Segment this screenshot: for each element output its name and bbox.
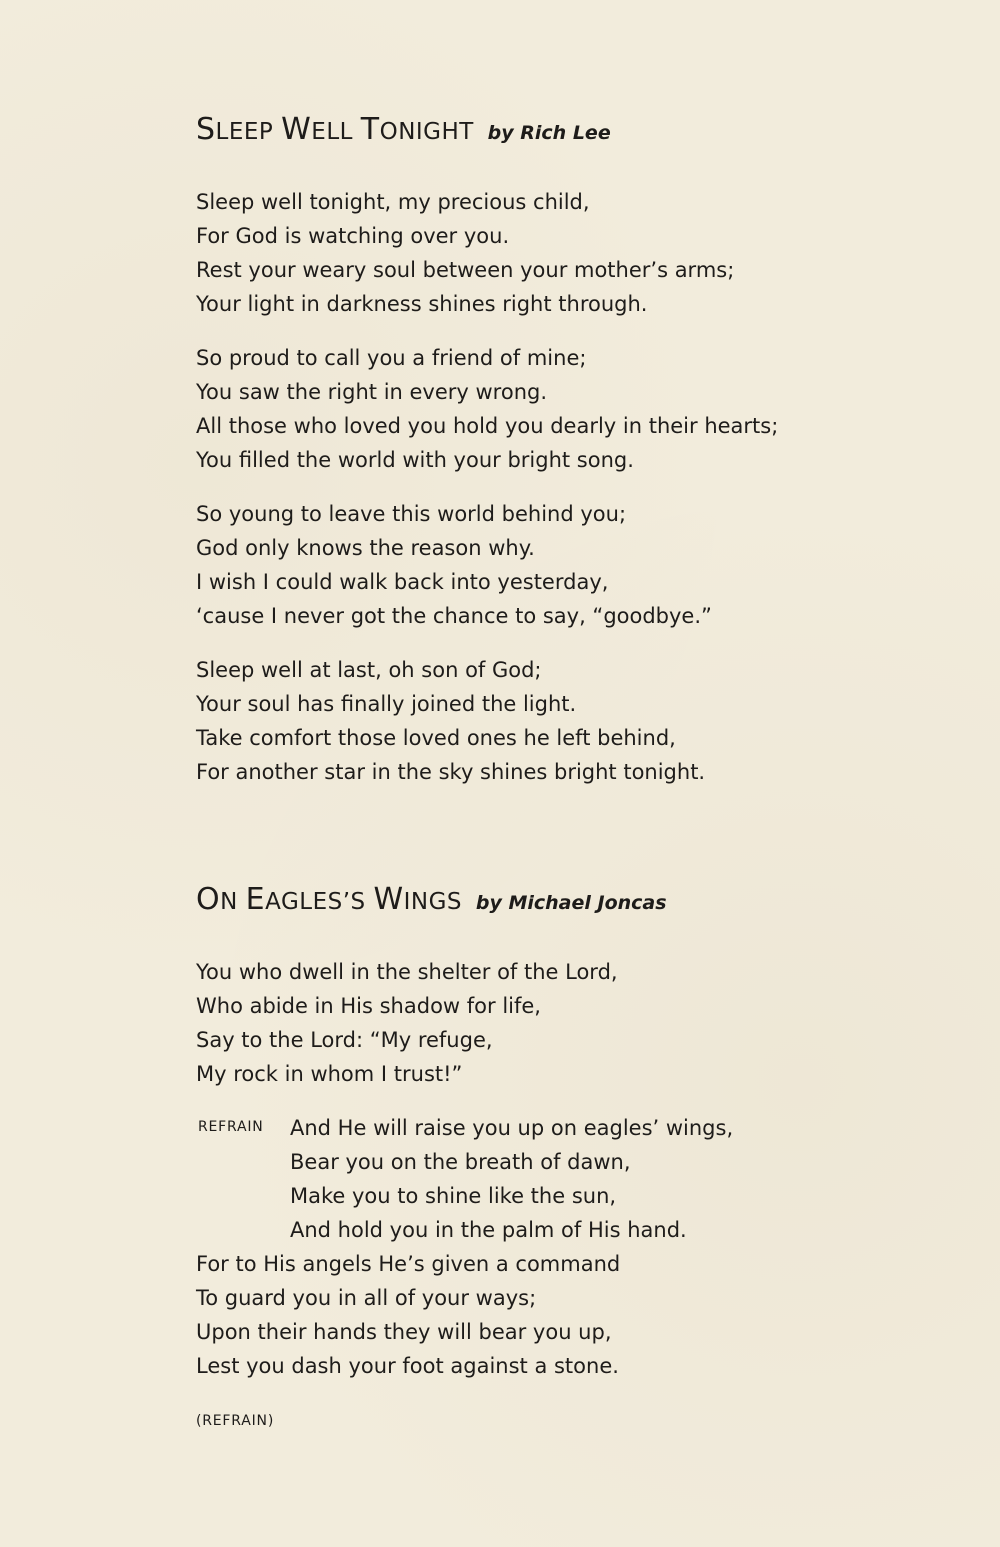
refrain-repeat-note: (REFRAIN) — [196, 1413, 275, 1429]
verse-line: Sleep well tonight, my precious child, — [196, 190, 590, 214]
poem-byline: by Michael Joncas — [475, 892, 667, 914]
title-word-rest: N — [220, 889, 238, 915]
refrain — [290, 1111, 956, 1247]
poem-on-eagles-wings — [196, 878, 956, 1431]
stanza — [196, 1247, 956, 1383]
poem-title-line — [196, 878, 956, 923]
verse-line: Who abide in His shadow for life, — [196, 994, 541, 1018]
stanzas — [196, 955, 956, 1431]
verse-line: Sleep well at last, oh son of God; — [196, 658, 542, 682]
stanza — [196, 955, 956, 1091]
verse-line: Take comfort those loved ones he left behind, — [196, 726, 676, 750]
verse-line: God only knows the reason why. — [196, 536, 535, 560]
poem-title-line — [196, 108, 956, 153]
stanza — [196, 185, 956, 321]
title-word-rest: INGS — [403, 889, 463, 915]
verse-line: ‘cause I never got the chance to say, “goodbye.” — [196, 604, 712, 628]
poem-byline: by Rich Lee — [487, 122, 611, 144]
verse-line: Bear you on the breath of dawn, — [290, 1150, 631, 1174]
verse-line: And He will raise you up on eagles’ wings, — [290, 1116, 734, 1140]
title-word-rest: AGLES’S — [265, 889, 366, 915]
verse-line: My rock in whom I trust!” — [196, 1062, 463, 1086]
verse-line: Rest your weary soul between your mother’s arms; — [196, 258, 735, 282]
verse-line: I wish I could walk back into yesterday, — [196, 570, 609, 594]
verse-line: And hold you in the palm of His hand. — [290, 1218, 687, 1242]
refrain-block — [196, 1111, 956, 1247]
verse-line: All those who loved you hold you dearly in their hearts; — [196, 414, 779, 438]
title-word-rest: ONIGHT — [379, 119, 474, 145]
stanza — [196, 341, 956, 477]
stanza — [196, 653, 956, 789]
verse-line: So proud to call you a friend of mine; — [196, 346, 587, 370]
verse-line: Your soul has finally joined the light. — [196, 692, 577, 716]
title-word-initial: T — [360, 112, 380, 147]
title-word-rest: LEEP — [215, 119, 274, 145]
verse-line: Your light in darkness shines right through. — [196, 292, 648, 316]
verse-line: You saw the right in every wrong. — [196, 380, 548, 404]
stanzas — [196, 185, 956, 789]
verse-line: To guard you in all of your ways; — [196, 1286, 537, 1310]
stanza — [196, 497, 956, 633]
poem-title — [196, 882, 470, 917]
verse-line: So young to leave this world behind you; — [196, 502, 627, 526]
verse-line: Say to the Lord: “My refuge, — [196, 1028, 493, 1052]
verse-line: For another star in the sky shines bright tonight. — [196, 760, 706, 784]
title-word-initial: E — [245, 882, 266, 917]
verse-line: For God is watching over you. — [196, 224, 510, 248]
title-word-initial: O — [196, 882, 221, 917]
verse-line: You who dwell in the shelter of the Lord, — [196, 960, 618, 984]
title-word-rest: ELL — [311, 119, 353, 145]
title-word-initial: W — [373, 882, 404, 917]
verse-line: Upon their hands they will bear you up, — [196, 1320, 612, 1344]
verse-line: Lest you dash your foot against a stone. — [196, 1354, 619, 1378]
verse-line: You filled the world with your bright song. — [196, 448, 634, 472]
verse-line: Make you to shine like the sun, — [290, 1184, 617, 1208]
poem-title — [196, 112, 482, 147]
poem-sleep-well-tonight — [196, 108, 956, 789]
refrain-label: REFRAIN — [198, 1119, 264, 1135]
verse-line: For to His angels He’s given a command — [196, 1252, 621, 1276]
title-word-initial: S — [196, 112, 216, 147]
title-word-initial: W — [281, 112, 312, 147]
